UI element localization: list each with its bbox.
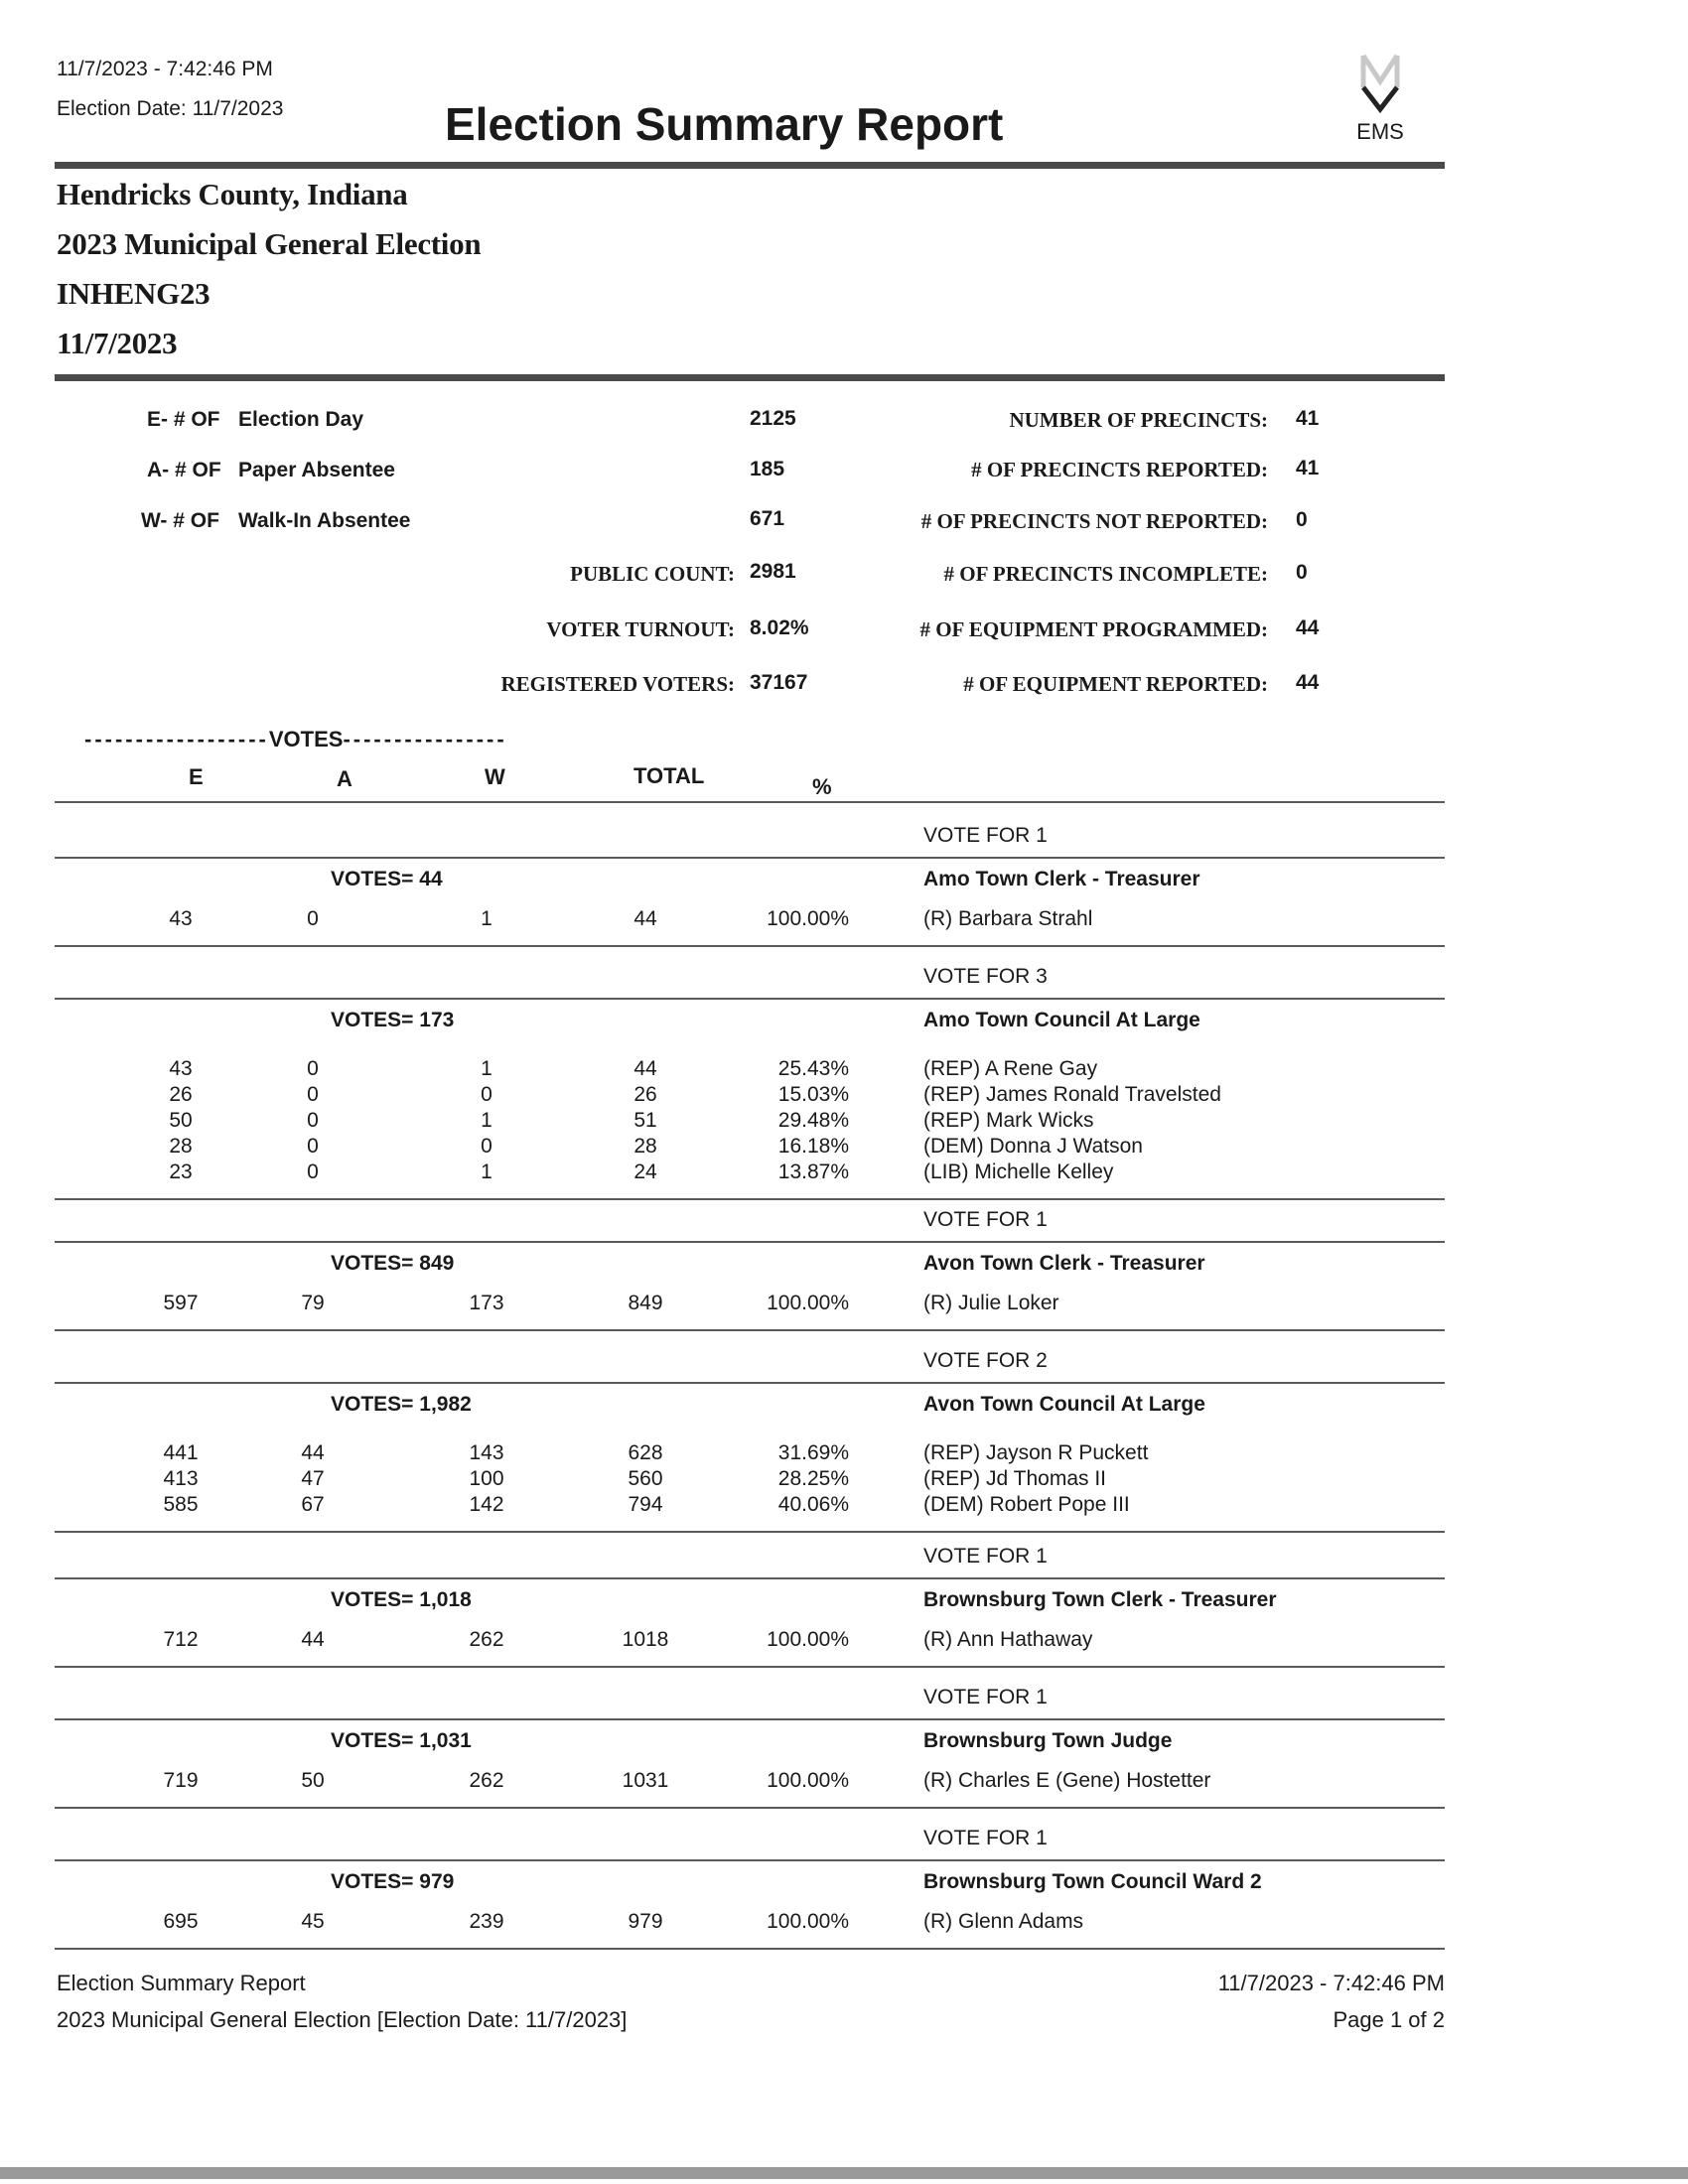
contest-title: Avon Town Council At Large	[923, 1393, 1205, 1416]
ems-logo-icon	[1336, 48, 1425, 117]
contest-end-rule	[55, 1807, 1445, 1809]
total-votes: 979	[628, 1910, 663, 1933]
footer-page-number: Page 1 of 2	[1333, 2007, 1445, 2032]
e-votes: 597	[163, 1292, 199, 1314]
w-votes: 0	[481, 1135, 492, 1158]
total-votes: 24	[633, 1160, 657, 1183]
total-votes: 560	[628, 1467, 663, 1490]
scan-edge-bar	[0, 2167, 1688, 2179]
contest-title: Brownsburg Town Clerk - Treasurer	[923, 1588, 1277, 1611]
a-votes: 50	[301, 1769, 325, 1792]
e-votes: 43	[169, 907, 193, 930]
col-header-total: TOTAL	[633, 763, 705, 788]
candidate-name: (R) Barbara Strahl	[923, 907, 1093, 930]
candidate-name: (REP) Jayson R Puckett	[923, 1441, 1149, 1464]
contest-rule	[55, 998, 1445, 1000]
candidate-name: (R) Charles E (Gene) Hostetter	[923, 1769, 1211, 1792]
a-votes: 0	[307, 907, 319, 930]
contest-end-rule	[55, 945, 1445, 947]
stat-label: NUMBER OF PRECINCTS:	[1009, 408, 1268, 432]
vote-percent: 100.00%	[767, 1628, 849, 1651]
a-votes: 45	[301, 1910, 325, 1933]
contest-end-rule	[55, 1198, 1445, 1200]
votes-total: VOTES= 1,982	[331, 1393, 472, 1416]
contest-rule	[55, 1859, 1445, 1861]
a-votes: 0	[307, 1135, 319, 1158]
a-votes: 0	[307, 1109, 319, 1132]
vote-percent: 100.00%	[767, 1292, 849, 1314]
contest-end-rule	[55, 1666, 1445, 1668]
contest-end-rule	[55, 1531, 1445, 1533]
election-date: Election Date: 11/7/2023	[57, 97, 284, 120]
stat-label: # OF EQUIPMENT REPORTED:	[963, 672, 1268, 696]
footer-timestamp: 11/7/2023 - 7:42:46 PM	[1217, 1971, 1445, 1995]
footer-report-name: Election Summary Report	[57, 1971, 306, 1995]
total-votes: 849	[628, 1292, 663, 1314]
contest-title: Amo Town Council At Large	[923, 1009, 1200, 1031]
votes-banner-dashes-right: ----------------	[343, 727, 507, 751]
candidate-name: (R) Glenn Adams	[923, 1910, 1084, 1933]
a-votes: 67	[301, 1493, 325, 1516]
contest-rule	[55, 1577, 1445, 1579]
votes-total: VOTES= 979	[331, 1870, 455, 1893]
candidate-name: (REP) Mark Wicks	[923, 1109, 1094, 1132]
stat-value: 44	[1296, 616, 1320, 639]
w-votes: 262	[469, 1769, 504, 1792]
stat-label: # OF PRECINCTS NOT REPORTED:	[920, 509, 1268, 533]
vote-for-label: VOTE FOR 1	[923, 1208, 1048, 1231]
contest-end-rule	[55, 1329, 1445, 1331]
contest-end-rule	[55, 1948, 1445, 1950]
a-votes: 0	[307, 1160, 319, 1183]
total-votes: 44	[633, 907, 657, 930]
stat-label: # OF PRECINCTS INCOMPLETE:	[943, 562, 1268, 586]
w-votes: 1	[481, 1160, 492, 1183]
total-votes: 1031	[622, 1769, 669, 1792]
contest-title: Avon Town Clerk - Treasurer	[923, 1252, 1205, 1275]
stat-prefix: A- # OF	[147, 459, 221, 481]
stat-value: 41	[1296, 457, 1320, 479]
vote-percent: 16.18%	[777, 1135, 849, 1158]
w-votes: 1	[481, 907, 492, 930]
table-header-rule	[55, 801, 1445, 803]
w-votes: 1	[481, 1109, 492, 1132]
ems-logo-text: EMS	[1356, 119, 1404, 144]
stat-value: 671	[750, 507, 785, 530]
stat-label: # OF PRECINCTS REPORTED:	[971, 458, 1268, 481]
w-votes: 143	[469, 1441, 504, 1464]
a-votes: 79	[301, 1292, 325, 1314]
stat-label: REGISTERED VOTERS:	[500, 672, 735, 696]
candidate-name: (REP) James Ronald Travelsted	[923, 1083, 1221, 1106]
candidate-name: (R) Ann Hathaway	[923, 1628, 1093, 1651]
candidate-name: (LIB) Michelle Kelley	[923, 1160, 1114, 1183]
votes-banner-label: VOTES	[268, 727, 344, 751]
county-name: Hendricks County, Indiana	[57, 177, 408, 211]
votes-total: VOTES= 849	[331, 1252, 455, 1275]
e-votes: 585	[163, 1493, 199, 1516]
vote-percent: 100.00%	[767, 907, 849, 930]
vote-percent: 13.87%	[777, 1160, 849, 1183]
election-date-heading: 11/7/2023	[57, 326, 178, 360]
contest-rule	[55, 1241, 1445, 1243]
e-votes: 712	[163, 1628, 199, 1651]
w-votes: 262	[469, 1628, 504, 1651]
a-votes: 0	[307, 1057, 319, 1080]
e-votes: 28	[169, 1135, 193, 1158]
vote-percent: 28.25%	[777, 1467, 849, 1490]
contest-title: Brownsburg Town Council Ward 2	[923, 1870, 1262, 1893]
contest-title: Amo Town Clerk - Treasurer	[923, 868, 1200, 890]
vote-percent: 15.03%	[777, 1083, 849, 1106]
e-votes: 441	[163, 1441, 199, 1464]
total-votes: 628	[628, 1441, 663, 1464]
votes-total: VOTES= 44	[331, 868, 443, 890]
e-votes: 695	[163, 1910, 199, 1933]
total-votes: 44	[633, 1057, 657, 1080]
votes-total: VOTES= 1,031	[331, 1729, 472, 1752]
election-code: INHENG23	[57, 276, 211, 311]
votes-total: VOTES= 1,018	[331, 1588, 472, 1611]
e-votes: 413	[163, 1467, 199, 1490]
e-votes: 23	[169, 1160, 193, 1183]
w-votes: 173	[469, 1292, 504, 1314]
w-votes: 1	[481, 1057, 492, 1080]
vote-percent: 31.69%	[777, 1441, 849, 1464]
contest-rule	[55, 1718, 1445, 1720]
stat-value: 2981	[750, 560, 796, 583]
stat-label: Walk-In Absentee	[238, 509, 411, 532]
vote-percent: 25.43%	[777, 1057, 849, 1080]
vote-for-label: VOTE FOR 3	[923, 965, 1048, 988]
e-votes: 719	[163, 1769, 199, 1792]
candidate-name: (R) Julie Loker	[923, 1292, 1059, 1314]
contest-rule	[55, 1382, 1445, 1384]
a-votes: 0	[307, 1083, 319, 1106]
vote-for-label: VOTE FOR 1	[923, 824, 1048, 847]
vote-percent: 100.00%	[767, 1769, 849, 1792]
vote-for-label: VOTE FOR 1	[923, 1545, 1048, 1568]
stat-prefix: W- # OF	[141, 509, 219, 532]
stat-value: 8.02%	[750, 616, 809, 639]
total-votes: 28	[633, 1135, 657, 1158]
w-votes: 0	[481, 1083, 492, 1106]
vote-for-label: VOTE FOR 1	[923, 1827, 1048, 1849]
report-timestamp: 11/7/2023 - 7:42:46 PM	[57, 58, 273, 80]
stat-value: 0	[1296, 508, 1308, 531]
stat-label: VOTER TURNOUT:	[546, 617, 735, 641]
ems-logo	[1336, 48, 1425, 147]
election-name: 2023 Municipal General Election	[57, 226, 482, 261]
candidate-name: (DEM) Robert Pope III	[923, 1493, 1130, 1516]
candidate-name: (DEM) Donna J Watson	[923, 1135, 1143, 1158]
candidate-name: (REP) A Rene Gay	[923, 1057, 1098, 1080]
e-votes: 43	[169, 1057, 193, 1080]
stat-label: PUBLIC COUNT:	[570, 562, 735, 586]
stat-value: 2125	[750, 407, 796, 430]
candidate-name: (REP) Jd Thomas II	[923, 1467, 1106, 1490]
total-votes: 51	[633, 1109, 657, 1132]
w-votes: 100	[469, 1467, 504, 1490]
stat-label: # OF EQUIPMENT PROGRAMMED:	[919, 617, 1268, 641]
footer-election-line: 2023 Municipal General Election [Election Date: 11/7/2023]	[57, 2007, 628, 2032]
votes-banner	[84, 727, 507, 752]
stat-label: Paper Absentee	[238, 459, 395, 481]
org-divider	[55, 374, 1445, 381]
e-votes: 26	[169, 1083, 193, 1106]
stat-value: 0	[1296, 561, 1308, 584]
w-votes: 142	[469, 1493, 504, 1516]
page-title: Election Summary Report	[445, 98, 1004, 150]
votes-banner-dashes-left: ------------------	[84, 727, 269, 751]
contest-title: Brownsburg Town Judge	[923, 1729, 1173, 1752]
vote-for-label: VOTE FOR 1	[923, 1686, 1048, 1708]
stat-value: 41	[1296, 407, 1320, 430]
col-header-e: E	[189, 764, 204, 789]
a-votes: 47	[301, 1467, 325, 1490]
col-header-a: A	[337, 766, 352, 791]
votes-total: VOTES= 173	[331, 1009, 455, 1031]
stat-prefix: E- # OF	[147, 408, 220, 431]
vote-percent: 29.48%	[777, 1109, 849, 1132]
stat-value: 44	[1296, 671, 1320, 694]
stat-value: 37167	[750, 671, 808, 694]
col-header-w: W	[485, 764, 505, 789]
stat-label: Election Day	[238, 408, 364, 431]
vote-percent: 100.00%	[767, 1910, 849, 1933]
contest-rule	[55, 857, 1445, 859]
total-votes: 26	[633, 1083, 657, 1106]
vote-for-label: VOTE FOR 2	[923, 1349, 1048, 1372]
header-divider	[55, 162, 1445, 169]
w-votes: 239	[469, 1910, 504, 1933]
a-votes: 44	[301, 1628, 325, 1651]
vote-percent: 40.06%	[777, 1493, 849, 1516]
stat-value: 185	[750, 458, 785, 480]
col-header-percent: %	[812, 774, 832, 799]
e-votes: 50	[169, 1109, 193, 1132]
a-votes: 44	[301, 1441, 325, 1464]
total-votes: 1018	[622, 1628, 669, 1651]
total-votes: 794	[628, 1493, 663, 1516]
